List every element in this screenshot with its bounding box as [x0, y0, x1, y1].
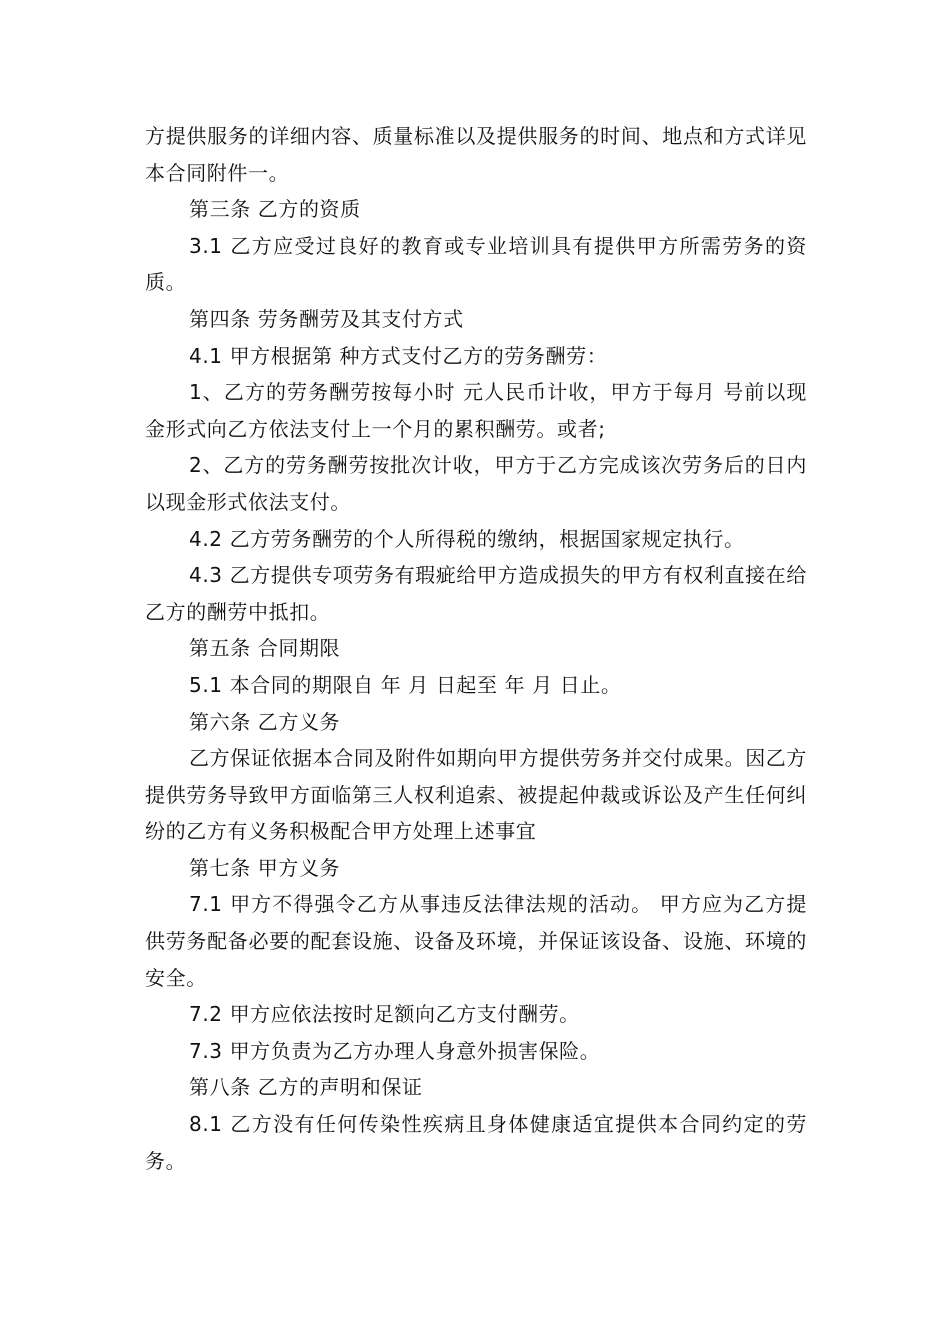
article-6-heading: 第六条 乙方义务 [189, 709, 341, 734]
paragraph-continuation: 方提供服务的详细内容、质量标准以及提供服务的时间、地点和方式详见本合同附件一。 [145, 124, 807, 185]
clause-7-3: 7.3 甲方负责为乙方办理人身意外损害保险。 [189, 1038, 601, 1063]
clause-4-3: 4.3 乙方提供专项劳务有瑕疵给甲方造成损失的甲方有权利直接在给乙方的酬劳中抵扣。 [145, 563, 807, 624]
article-4-heading: 第四条 劳务酬劳及其支付方式 [189, 306, 464, 331]
clause-8-1: 8.1 乙方没有任何传染性疾病且身体健康适宜提供本合同约定的劳务。 [145, 1112, 807, 1173]
article-6-body: 乙方保证依据本合同及附件如期向甲方提供劳务并交付成果。因乙方提供劳务导致甲方面临第三人权利追索、被提起仲裁或诉讼及产生任何纠纷的乙方有义务积极配合甲方处理上述事宜 [145, 746, 807, 844]
clause-4-2: 4.2 乙方劳务酬劳的个人所得税的缴纳，根据国家规定执行。 [189, 526, 745, 551]
clause-4-1-option-2: 2、乙方的劳务酬劳按批次计收，甲方于乙方完成该次劳务后的日内以现金形式依法支付。 [145, 453, 807, 514]
article-8-heading: 第八条 乙方的声明和保证 [189, 1075, 423, 1100]
clause-4-1: 4.1 甲方根据第 种方式支付乙方的劳务酬劳： [189, 343, 608, 368]
document-body [145, 118, 807, 1179]
clause-3-1: 3.1 乙方应受过良好的教育或专业培训具有提供甲方所需劳务的资质。 [145, 233, 807, 295]
clause-7-1: 7.1 甲方不得强令乙方从事违反法律法规的活动。 甲方应为乙方提供劳务配备必要的配套设施、设备及环境，并保证该设备、设施、环境的安全。 [145, 892, 807, 990]
clause-4-1-option-1: 1、乙方的劳务酬劳按每小时 元人民币计收，甲方于每月 号前以现金形式向乙方依法支付上一个月的累积酬劳。或者; [145, 380, 807, 441]
clause-7-2: 7.2 甲方应依法按时足额向乙方支付酬劳。 [189, 1002, 580, 1027]
article-5-heading: 第五条 合同期限 [189, 636, 341, 661]
article-3-heading: 第三条 乙方的资质 [189, 197, 361, 222]
article-7-heading: 第七条 甲方义务 [189, 855, 341, 880]
clause-5-1: 5.1 本合同的期限自 年 月 日起至 年 月 日止。 [189, 672, 622, 697]
